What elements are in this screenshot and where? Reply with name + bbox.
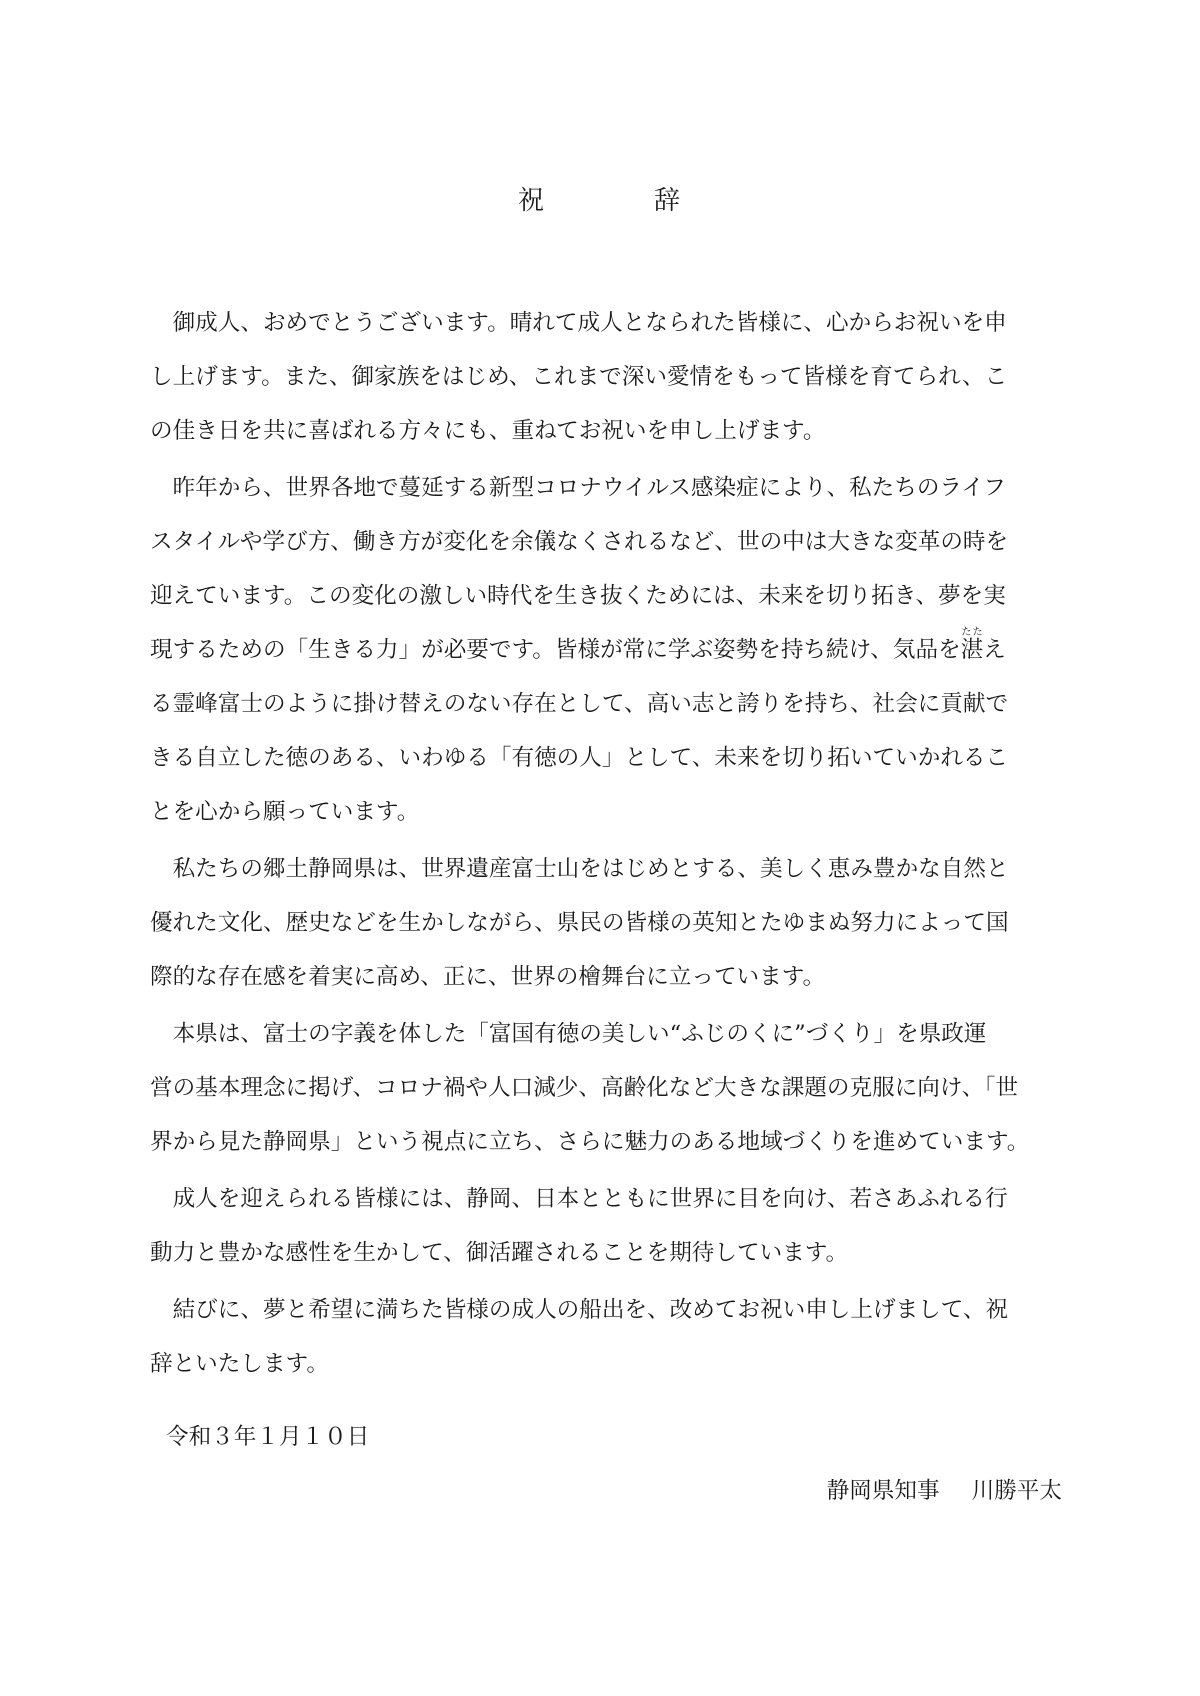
- paragraph-4: [150, 1007, 1062, 1169]
- signature: [827, 1475, 1062, 1507]
- paragraph-line: 昨年から、世界各地で蔓延する新型コロナウイルス感染症により、私たちのライフ: [172, 475, 1006, 501]
- paragraph-line: 界から見た静岡県」という視点に立ち、さらに魅力のある地域づくりを進めています。: [150, 1129, 1030, 1155]
- document-title: [0, 183, 1200, 219]
- paragraph-line: 際的な存在感を着実に高め、正に、世界の檜舞台に立っています。: [150, 964, 826, 990]
- paragraph-line: 本県は、富士の字義を体した「富国有徳の美しい“ふじのくに”づくり」を県政運: [172, 1021, 987, 1047]
- title-char-2: 辞: [653, 186, 682, 216]
- paragraph-line: とを心から願っています。: [150, 799, 420, 825]
- paragraph-line: し上げます。また、御家族をはじめ、これまで深い愛情をもって皆様を育てられ、こ: [150, 364, 1008, 390]
- paragraph-line: 営の基本理念に掲げ、コロナ禍や人口減少、高齢化など大きな課題の克服に向け、「世: [150, 1075, 1019, 1101]
- signature-office: 静岡県知事: [826, 1478, 940, 1504]
- signature-name: 川勝平太: [971, 1478, 1062, 1504]
- paragraph-2: [150, 461, 1062, 839]
- paragraph-line-with-ruby: [150, 623, 1062, 677]
- speech-date: 令和３年１月１０日: [166, 1424, 370, 1450]
- paragraph-line-text: 現するための「生きる力」が必要です。皆様が常に学ぶ姿勢を持ち続け、気品を: [150, 637, 961, 663]
- ruby-reading: たた: [960, 627, 984, 638]
- paragraph-line: 優れた文化、歴史などを生かしながら、県民の皆様の英知とたゆまぬ努力によって国: [150, 910, 1009, 936]
- ruby-base: 湛: [960, 637, 984, 663]
- ruby-annotation: [960, 627, 984, 663]
- paragraph-3: [150, 842, 1062, 1004]
- paragraph-line: きる自立した徳のある、いわゆる「有徳の人」として、未来を切り拓いていかれるこ: [150, 745, 1009, 771]
- paragraph-line: 御成人、おめでとうございます。晴れて成人となられた皆様に、心からお祝いを申: [172, 310, 1007, 336]
- paragraph-5: [150, 1172, 1062, 1280]
- paragraph-6: [150, 1283, 1062, 1391]
- paragraph-line: 動力と豊かな感性を生かして、御活躍されることを期待しています。: [150, 1240, 849, 1266]
- paragraph-line: 成人を迎えられる皆様には、静岡、日本とともに世界に目を向け、若さあふれる行: [172, 1186, 1008, 1212]
- paragraph-line: る霊峰富士のように掛け替えのない存在として、高い志と誇りを持ち、社会に貢献で: [150, 691, 1009, 717]
- ruby-suffix: え: [983, 637, 1006, 663]
- speech-body: [150, 296, 1062, 1394]
- paragraph-line: スタイルや学び方、働き方が変化を余儀なくされるなど、世の中は大きな変革の時を: [150, 529, 1009, 555]
- paragraph-line: 辞といたします。: [150, 1351, 329, 1377]
- title-char-1: 祝: [517, 186, 546, 216]
- paragraph-line: の佳き日を共に喜ばれる方々にも、重ねてお祝いを申し上げます。: [150, 418, 826, 444]
- paragraph-1: [150, 296, 1062, 458]
- paragraph-line: 私たちの郷土静岡県は、世界遺産富士山をはじめとする、美しく恵み豊かな自然と: [172, 856, 1009, 882]
- paragraph-line: 迎えています。この変化の激しい時代を生き抜くためには、未来を切り拓き、夢を実: [150, 583, 1006, 609]
- paragraph-line: 結びに、夢と希望に満ちた皆様の成人の船出を、改めてお祝い申し上げまして、祝: [172, 1297, 1009, 1323]
